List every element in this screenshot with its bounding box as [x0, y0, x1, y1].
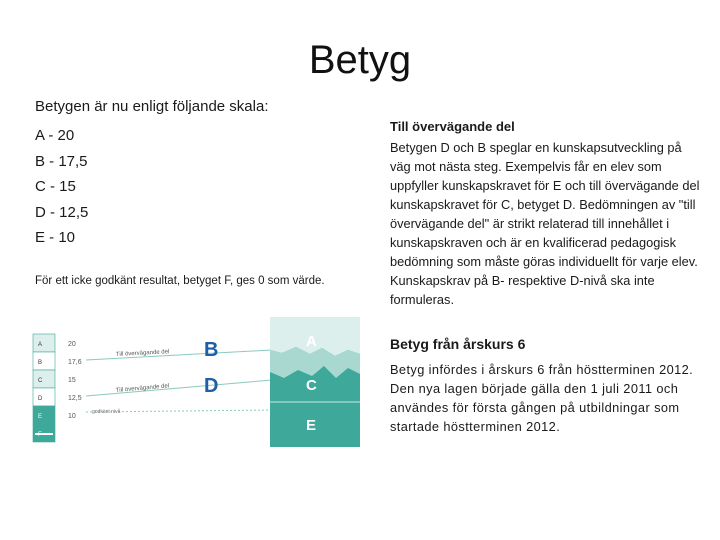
scale-intro: Betygen är nu enligt följande skala:: [35, 98, 269, 115]
heading-arskurs6: Betyg från årskurs 6: [390, 336, 526, 352]
grade-letter: A: [38, 342, 43, 348]
arrow-label-e: godkänt nivå: [92, 409, 121, 415]
big-letter-d: D: [204, 375, 219, 397]
grade-value: 10: [68, 413, 76, 420]
grade-scale-item: C - 15: [35, 178, 76, 195]
grade-value: 20: [68, 341, 76, 348]
grade-value: 12,5: [68, 395, 82, 402]
column-letter-e: E: [306, 417, 317, 434]
left-column: [35, 98, 335, 290]
grade-scale-item: E - 10: [35, 229, 76, 246]
grade-value: 17,6: [68, 359, 82, 366]
grade-cell-b: [33, 352, 55, 370]
grade-cell-c: [33, 370, 55, 388]
dash-mark: [35, 433, 53, 435]
column-letter-a: A: [306, 333, 317, 350]
grade-scale-list: [35, 123, 335, 251]
grade-figure-svg: [30, 312, 365, 447]
arrow-line-d: [86, 380, 272, 396]
grade-cell-a: [33, 334, 55, 352]
grade-cell-d: [33, 388, 55, 406]
fail-grade-note: För ett icke godkänt resultat, betyget F, ges 0 som värde.: [35, 274, 325, 287]
body-arskurs6: Betyg infördes i årskurs 6 från höstterminen 2012. Den nya lagen började gälla den 1 juli 2011 och användes för första gången på utbildningar som startade höstterminen 2012.: [390, 362, 694, 434]
grade-letter: B: [38, 360, 43, 366]
grade-letter: E: [38, 414, 43, 420]
grade-value: 15: [68, 377, 76, 384]
arrow-label-d: Till övervägande del: [115, 383, 170, 394]
arrow-label-b: Till övervägande del: [115, 349, 170, 358]
page-title: Betyg: [308, 38, 412, 82]
grade-letter: D: [38, 396, 43, 402]
grade-table: [33, 334, 82, 442]
arrow-line-b: [86, 350, 272, 360]
right-column: [390, 117, 700, 436]
big-letter-b: B: [204, 339, 219, 361]
grade-scale-figure: [30, 312, 365, 447]
grade-cell-e: [33, 406, 55, 424]
grade-letter: C: [38, 378, 43, 384]
column-letter-c: C: [306, 377, 317, 394]
grade-scale-item: A - 20: [35, 127, 75, 144]
grade-scale-item: B - 17,5: [35, 152, 88, 170]
grade-scale-item: D - 12,5: [35, 203, 89, 221]
body-overvagande: Betygen D och B speglar en kunskapsutveckling på väg mot nästa steg. Exempelvis får en elev som uppfyller kunskapskravet för E och till övervägande del kunskapskravet för C, betyget D. Bedömningen av "till övervägande del" är strikt relaterad till innehållet i kunskapskraven och är en kvalificerad pedagogisk bedömning som måste göras individuellt för varje elev. Kunskapskrav på B- respektive D-nivå ska inte formuleras.: [390, 140, 700, 307]
grade-column: [270, 317, 360, 447]
heading-overvagande: Till övervägande del: [390, 119, 515, 134]
arrows: [86, 347, 280, 415]
